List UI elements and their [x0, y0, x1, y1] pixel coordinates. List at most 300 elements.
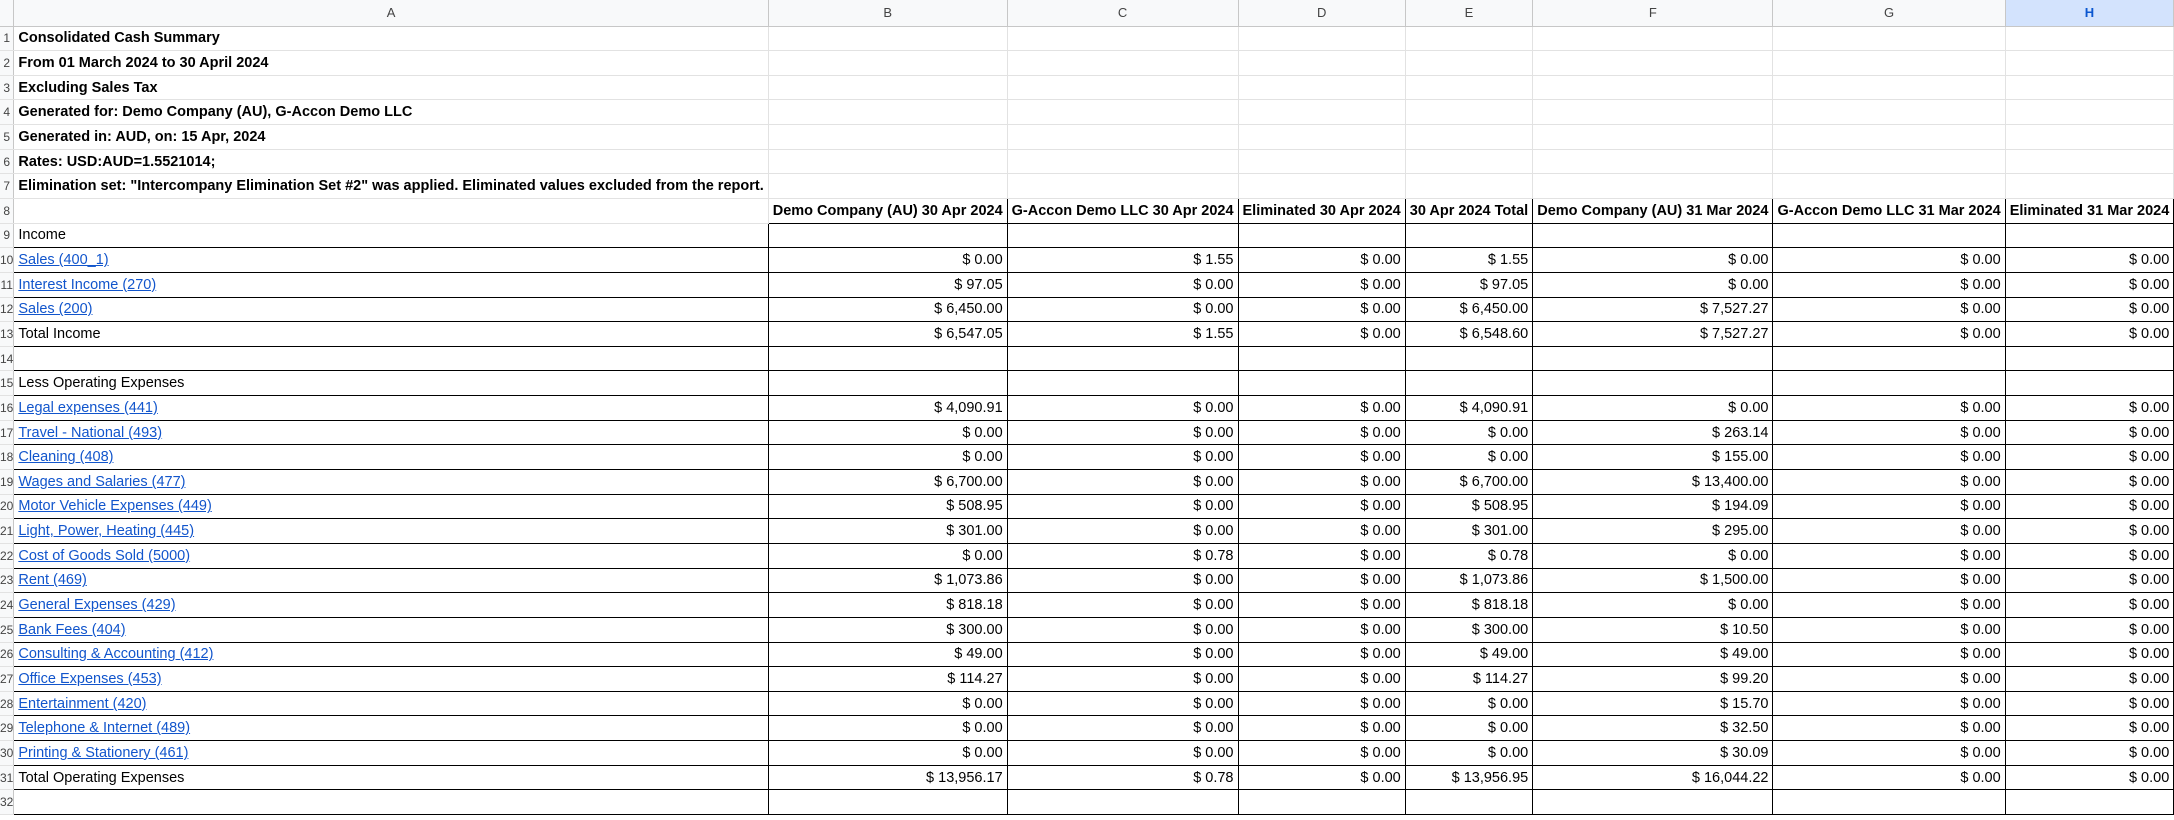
amount-cell[interactable]: $ 0.00: [1238, 248, 1405, 273]
empty-cell[interactable]: [1405, 346, 1532, 371]
column-header-a[interactable]: A: [14, 0, 768, 26]
amount-cell[interactable]: $ 114.27: [1405, 667, 1532, 692]
empty-cell[interactable]: [2005, 174, 2174, 199]
amount-cell[interactable]: $ 0.00: [1007, 741, 1238, 766]
amount-cell[interactable]: $ 0.00: [768, 543, 1007, 568]
amount-cell[interactable]: $ 818.18: [768, 593, 1007, 618]
row-header[interactable]: 15: [0, 371, 14, 396]
amount-cell[interactable]: $ 0.00: [768, 716, 1007, 741]
amount-cell[interactable]: $ 0.00: [2005, 568, 2174, 593]
row-header[interactable]: 17: [0, 420, 14, 445]
amount-cell[interactable]: $ 300.00: [1405, 617, 1532, 642]
empty-cell[interactable]: [1405, 174, 1532, 199]
empty-cell[interactable]: [1007, 51, 1238, 76]
empty-cell[interactable]: [768, 790, 1007, 815]
amount-cell[interactable]: $ 0.00: [1007, 420, 1238, 445]
column-header-f[interactable]: F: [1533, 0, 1773, 26]
account-link[interactable]: Entertainment (420): [18, 695, 147, 712]
row-header[interactable]: 32: [0, 790, 14, 815]
amount-cell[interactable]: $ 32.50: [1533, 716, 1773, 741]
amount-cell[interactable]: $ 0.00: [2005, 470, 2174, 495]
report-header-line[interactable]: Generated for: Demo Company (AU), G-Accon Demo LLC: [14, 100, 768, 125]
amount-cell[interactable]: $ 0.00: [768, 691, 1007, 716]
account-cell[interactable]: [14, 741, 768, 766]
amount-cell[interactable]: $ 4,090.91: [1405, 396, 1532, 421]
account-cell[interactable]: [14, 272, 768, 297]
amount-cell[interactable]: $ 0.00: [1238, 494, 1405, 519]
amount-cell[interactable]: $ 0.00: [1238, 568, 1405, 593]
amount-cell[interactable]: $ 49.00: [1533, 642, 1773, 667]
amount-cell[interactable]: $ 194.09: [1533, 494, 1773, 519]
amount-cell[interactable]: $ 30.09: [1533, 741, 1773, 766]
amount-cell[interactable]: $ 7,527.27: [1533, 297, 1773, 322]
amount-cell[interactable]: $ 0.00: [1238, 691, 1405, 716]
empty-cell[interactable]: [1405, 51, 1532, 76]
amount-cell[interactable]: $ 0.00: [2005, 691, 2174, 716]
amount-cell[interactable]: $ 1,073.86: [1405, 568, 1532, 593]
account-cell[interactable]: [14, 445, 768, 470]
amount-cell[interactable]: $ 0.00: [2005, 765, 2174, 790]
amount-cell[interactable]: $ 0.00: [1773, 272, 2005, 297]
amount-cell[interactable]: $ 0.00: [1007, 691, 1238, 716]
account-cell[interactable]: [14, 248, 768, 273]
empty-cell[interactable]: [1007, 174, 1238, 199]
account-cell[interactable]: [14, 297, 768, 322]
account-cell[interactable]: [14, 716, 768, 741]
amount-cell[interactable]: $ 0.78: [1405, 543, 1532, 568]
empty-cell[interactable]: [1238, 174, 1405, 199]
empty-cell[interactable]: [1533, 790, 1773, 815]
column-header-h[interactable]: H: [2005, 0, 2174, 26]
amount-cell[interactable]: $ 97.05: [1405, 272, 1532, 297]
amount-cell[interactable]: $ 0.00: [1773, 716, 2005, 741]
account-link[interactable]: Cost of Goods Sold (5000): [18, 547, 191, 564]
account-cell[interactable]: [14, 568, 768, 593]
amount-cell[interactable]: $ 0.00: [1007, 667, 1238, 692]
empty-cell[interactable]: [2005, 75, 2174, 100]
account-cell[interactable]: [14, 346, 768, 371]
row-header[interactable]: 7: [0, 174, 14, 199]
row-header[interactable]: 29: [0, 716, 14, 741]
amount-cell[interactable]: $ 0.00: [768, 741, 1007, 766]
amount-cell[interactable]: $ 0.00: [1238, 322, 1405, 347]
amount-cell[interactable]: $ 0.00: [1238, 543, 1405, 568]
empty-cell[interactable]: [1238, 346, 1405, 371]
amount-cell[interactable]: $ 6,700.00: [768, 470, 1007, 495]
amount-cell[interactable]: $ 0.00: [1007, 617, 1238, 642]
amount-cell[interactable]: $ 0.00: [1405, 420, 1532, 445]
row-header[interactable]: 4: [0, 100, 14, 125]
empty-cell[interactable]: [1533, 174, 1773, 199]
amount-cell[interactable]: $ 0.00: [1533, 272, 1773, 297]
amount-cell[interactable]: $ 1.55: [1007, 248, 1238, 273]
empty-cell[interactable]: [2005, 125, 2174, 150]
amount-cell[interactable]: $ 0.00: [1007, 716, 1238, 741]
account-cell[interactable]: [14, 322, 768, 347]
empty-cell[interactable]: [768, 125, 1007, 150]
amount-cell[interactable]: $ 0.00: [1238, 396, 1405, 421]
amount-cell[interactable]: $ 0.00: [1007, 396, 1238, 421]
amount-cell[interactable]: $ 0.00: [2005, 396, 2174, 421]
empty-cell[interactable]: [1238, 51, 1405, 76]
amount-cell[interactable]: $ 0.00: [1007, 642, 1238, 667]
row-header[interactable]: 28: [0, 691, 14, 716]
amount-cell[interactable]: $ 0.00: [768, 445, 1007, 470]
account-cell[interactable]: [14, 223, 768, 248]
amount-cell[interactable]: $ 0.00: [1773, 617, 2005, 642]
amount-cell[interactable]: $ 0.00: [2005, 494, 2174, 519]
account-cell[interactable]: [14, 396, 768, 421]
amount-cell[interactable]: $ 0.00: [2005, 445, 2174, 470]
account-link[interactable]: Printing & Stationery (461): [18, 744, 189, 761]
report-header-line[interactable]: From 01 March 2024 to 30 April 2024: [14, 51, 768, 76]
empty-cell[interactable]: [768, 371, 1007, 396]
account-cell[interactable]: [14, 494, 768, 519]
account-cell[interactable]: [14, 543, 768, 568]
account-cell[interactable]: [14, 519, 768, 544]
empty-cell[interactable]: [1773, 100, 2005, 125]
amount-cell[interactable]: $ 13,956.95: [1405, 765, 1532, 790]
amount-cell[interactable]: $ 0.00: [2005, 593, 2174, 618]
empty-cell[interactable]: [1405, 149, 1532, 174]
amount-cell[interactable]: $ 0.00: [1773, 494, 2005, 519]
amount-cell[interactable]: $ 6,450.00: [768, 297, 1007, 322]
amount-cell[interactable]: $ 0.78: [1007, 765, 1238, 790]
table-column-title[interactable]: Demo Company (AU) 31 Mar 2024: [1533, 198, 1773, 223]
empty-cell[interactable]: [1533, 26, 1773, 51]
empty-cell[interactable]: [1533, 346, 1773, 371]
amount-cell[interactable]: $ 508.95: [768, 494, 1007, 519]
empty-cell[interactable]: [1007, 75, 1238, 100]
empty-cell[interactable]: [768, 149, 1007, 174]
empty-cell[interactable]: [768, 346, 1007, 371]
row-header[interactable]: 12: [0, 297, 14, 322]
table-column-title[interactable]: Eliminated 30 Apr 2024: [1238, 198, 1405, 223]
amount-cell[interactable]: $ 508.95: [1405, 494, 1532, 519]
empty-cell[interactable]: [1405, 125, 1532, 150]
empty-cell[interactable]: [1773, 125, 2005, 150]
column-header-d[interactable]: D: [1238, 0, 1405, 26]
empty-cell[interactable]: [1007, 149, 1238, 174]
amount-cell[interactable]: $ 0.00: [1238, 642, 1405, 667]
amount-cell[interactable]: $ 155.00: [1533, 445, 1773, 470]
empty-cell[interactable]: [1238, 149, 1405, 174]
account-link[interactable]: General Expenses (429): [18, 597, 176, 614]
row-header[interactable]: 20: [0, 494, 14, 519]
amount-cell[interactable]: $ 16,044.22: [1533, 765, 1773, 790]
empty-cell[interactable]: [2005, 51, 2174, 76]
account-link[interactable]: Interest Income (270): [18, 276, 157, 293]
empty-cell[interactable]: [1007, 100, 1238, 125]
empty-cell[interactable]: [1007, 790, 1238, 815]
row-header[interactable]: 11: [0, 272, 14, 297]
amount-cell[interactable]: $ 0.00: [2005, 543, 2174, 568]
row-header[interactable]: 22: [0, 543, 14, 568]
row-header[interactable]: 19: [0, 470, 14, 495]
empty-cell[interactable]: [1773, 790, 2005, 815]
account-cell[interactable]: [14, 642, 768, 667]
amount-cell[interactable]: $ 0.00: [1238, 617, 1405, 642]
row-header[interactable]: 25: [0, 617, 14, 642]
amount-cell[interactable]: $ 0.00: [1405, 716, 1532, 741]
amount-cell[interactable]: $ 263.14: [1533, 420, 1773, 445]
amount-cell[interactable]: $ 1.55: [1405, 248, 1532, 273]
empty-cell[interactable]: [1773, 75, 2005, 100]
amount-cell[interactable]: $ 0.00: [1773, 297, 2005, 322]
amount-cell[interactable]: $ 0.00: [1773, 322, 2005, 347]
amount-cell[interactable]: $ 0.00: [1405, 691, 1532, 716]
account-link[interactable]: Sales (400_1): [18, 252, 109, 269]
amount-cell[interactable]: $ 300.00: [768, 617, 1007, 642]
amount-cell[interactable]: $ 0.00: [768, 420, 1007, 445]
amount-cell[interactable]: $ 1.55: [1007, 322, 1238, 347]
row-header[interactable]: 27: [0, 667, 14, 692]
account-cell[interactable]: [14, 691, 768, 716]
amount-cell[interactable]: $ 301.00: [1405, 519, 1532, 544]
empty-cell[interactable]: [2005, 371, 2174, 396]
account-cell[interactable]: [14, 765, 768, 790]
row-header[interactable]: 26: [0, 642, 14, 667]
amount-cell[interactable]: $ 0.00: [1773, 741, 2005, 766]
row-header[interactable]: 24: [0, 593, 14, 618]
amount-cell[interactable]: $ 0.00: [2005, 420, 2174, 445]
amount-cell[interactable]: $ 0.00: [1238, 593, 1405, 618]
amount-cell[interactable]: $ 0.00: [1773, 691, 2005, 716]
empty-cell[interactable]: [1533, 75, 1773, 100]
amount-cell[interactable]: $ 818.18: [1405, 593, 1532, 618]
amount-cell[interactable]: $ 0.00: [2005, 248, 2174, 273]
amount-cell[interactable]: $ 0.00: [1238, 272, 1405, 297]
table-column-title[interactable]: G-Accon Demo LLC 31 Mar 2024: [1773, 198, 2005, 223]
empty-cell[interactable]: [1405, 100, 1532, 125]
empty-cell[interactable]: [1405, 790, 1532, 815]
amount-cell[interactable]: $ 0.00: [2005, 741, 2174, 766]
report-header-line[interactable]: Excluding Sales Tax: [14, 75, 768, 100]
account-cell[interactable]: [14, 617, 768, 642]
amount-cell[interactable]: $ 295.00: [1533, 519, 1773, 544]
empty-cell[interactable]: [1007, 346, 1238, 371]
row-header[interactable]: 21: [0, 519, 14, 544]
empty-cell[interactable]: [1007, 371, 1238, 396]
empty-cell[interactable]: [768, 174, 1007, 199]
account-link[interactable]: Wages and Salaries (477): [18, 473, 186, 490]
empty-cell[interactable]: [1533, 51, 1773, 76]
amount-cell[interactable]: $ 0.00: [1007, 445, 1238, 470]
amount-cell[interactable]: $ 0.00: [2005, 716, 2174, 741]
amount-cell[interactable]: $ 0.00: [1007, 470, 1238, 495]
empty-cell[interactable]: [1405, 75, 1532, 100]
empty-cell[interactable]: [1007, 223, 1238, 248]
account-cell[interactable]: [14, 667, 768, 692]
amount-cell[interactable]: $ 0.00: [1238, 420, 1405, 445]
amount-cell[interactable]: $ 97.05: [768, 272, 1007, 297]
amount-cell[interactable]: $ 15.70: [1533, 691, 1773, 716]
amount-cell[interactable]: $ 0.00: [1238, 667, 1405, 692]
amount-cell[interactable]: $ 6,700.00: [1405, 470, 1532, 495]
amount-cell[interactable]: $ 13,956.17: [768, 765, 1007, 790]
empty-cell[interactable]: [1533, 125, 1773, 150]
amount-cell[interactable]: $ 0.00: [2005, 667, 2174, 692]
account-link[interactable]: Consulting & Accounting (412): [18, 646, 214, 663]
report-header-line[interactable]: Elimination set: "Intercompany Elimination Set #2" was applied. Eliminated values excluded from the report.: [14, 174, 768, 199]
empty-cell[interactable]: [768, 223, 1007, 248]
empty-cell[interactable]: [1773, 346, 2005, 371]
amount-cell[interactable]: $ 0.00: [1238, 297, 1405, 322]
empty-cell[interactable]: [1773, 174, 2005, 199]
amount-cell[interactable]: $ 0.00: [1773, 445, 2005, 470]
amount-cell[interactable]: $ 0.00: [1773, 543, 2005, 568]
account-cell[interactable]: [14, 790, 768, 815]
row-header[interactable]: 9: [0, 223, 14, 248]
row-header[interactable]: 5: [0, 125, 14, 150]
amount-cell[interactable]: $ 99.20: [1533, 667, 1773, 692]
empty-cell[interactable]: [2005, 346, 2174, 371]
empty-cell[interactable]: [768, 75, 1007, 100]
amount-cell[interactable]: $ 0.00: [2005, 519, 2174, 544]
amount-cell[interactable]: $ 0.00: [1238, 716, 1405, 741]
row-header[interactable]: 23: [0, 568, 14, 593]
empty-cell[interactable]: [1007, 125, 1238, 150]
empty-cell[interactable]: [1238, 75, 1405, 100]
amount-cell[interactable]: $ 0.00: [1773, 765, 2005, 790]
empty-cell[interactable]: [2005, 149, 2174, 174]
amount-cell[interactable]: $ 0.00: [1533, 396, 1773, 421]
table-column-title[interactable]: G-Accon Demo LLC 30 Apr 2024: [1007, 198, 1238, 223]
empty-cell[interactable]: [2005, 26, 2174, 51]
amount-cell[interactable]: $ 4,090.91: [768, 396, 1007, 421]
column-header-b[interactable]: B: [768, 0, 1007, 26]
empty-cell[interactable]: [1238, 100, 1405, 125]
empty-cell[interactable]: [1533, 149, 1773, 174]
amount-cell[interactable]: $ 0.00: [1238, 741, 1405, 766]
row-header[interactable]: 16: [0, 396, 14, 421]
amount-cell[interactable]: $ 0.00: [2005, 642, 2174, 667]
account-cell[interactable]: [14, 420, 768, 445]
amount-cell[interactable]: $ 114.27: [768, 667, 1007, 692]
account-link[interactable]: Motor Vehicle Expenses (449): [18, 498, 212, 515]
empty-cell[interactable]: [768, 51, 1007, 76]
amount-cell[interactable]: $ 1,073.86: [768, 568, 1007, 593]
amount-cell[interactable]: $ 0.00: [1773, 420, 2005, 445]
amount-cell[interactable]: $ 49.00: [1405, 642, 1532, 667]
amount-cell[interactable]: $ 0.00: [768, 248, 1007, 273]
empty-cell[interactable]: [1773, 26, 2005, 51]
amount-cell[interactable]: $ 13,400.00: [1533, 470, 1773, 495]
empty-cell[interactable]: [1773, 223, 2005, 248]
amount-cell[interactable]: $ 6,548.60: [1405, 322, 1532, 347]
amount-cell[interactable]: $ 0.00: [1533, 543, 1773, 568]
account-link[interactable]: Sales (200): [18, 301, 93, 318]
empty-cell[interactable]: [1773, 149, 2005, 174]
amount-cell[interactable]: $ 0.00: [1238, 445, 1405, 470]
empty-cell[interactable]: [1238, 125, 1405, 150]
empty-cell[interactable]: [1405, 223, 1532, 248]
select-all-corner[interactable]: [0, 0, 14, 26]
empty-cell[interactable]: [1238, 26, 1405, 51]
amount-cell[interactable]: $ 1,500.00: [1533, 568, 1773, 593]
amount-cell[interactable]: $ 0.00: [1007, 272, 1238, 297]
empty-cell[interactable]: [1773, 51, 2005, 76]
amount-cell[interactable]: $ 0.00: [2005, 297, 2174, 322]
empty-cell[interactable]: [2005, 790, 2174, 815]
amount-cell[interactable]: $ 0.00: [1007, 297, 1238, 322]
amount-cell[interactable]: $ 0.00: [1773, 593, 2005, 618]
amount-cell[interactable]: $ 0.00: [1405, 445, 1532, 470]
column-header-g[interactable]: G: [1773, 0, 2005, 26]
empty-cell[interactable]: [1238, 371, 1405, 396]
account-link[interactable]: Bank Fees (404): [18, 621, 126, 638]
amount-cell[interactable]: $ 0.00: [1238, 765, 1405, 790]
empty-cell[interactable]: [1405, 371, 1532, 396]
empty-cell[interactable]: [1773, 371, 2005, 396]
empty-cell[interactable]: [2005, 100, 2174, 125]
account-link[interactable]: Travel - National (493): [18, 424, 163, 441]
row-header[interactable]: 18: [0, 445, 14, 470]
amount-cell[interactable]: $ 0.00: [1238, 519, 1405, 544]
amount-cell[interactable]: $ 0.00: [1533, 248, 1773, 273]
empty-cell[interactable]: [2005, 223, 2174, 248]
empty-cell[interactable]: [14, 198, 768, 223]
column-header-e[interactable]: E: [1405, 0, 1532, 26]
row-header[interactable]: 1: [0, 26, 14, 51]
account-cell[interactable]: [14, 470, 768, 495]
account-link[interactable]: Rent (469): [18, 572, 87, 589]
row-header[interactable]: 10: [0, 248, 14, 273]
empty-cell[interactable]: [1405, 26, 1532, 51]
empty-cell[interactable]: [1533, 371, 1773, 396]
row-header[interactable]: 14: [0, 346, 14, 371]
account-cell[interactable]: [14, 593, 768, 618]
amount-cell[interactable]: $ 0.00: [2005, 617, 2174, 642]
report-header-line[interactable]: Consolidated Cash Summary: [14, 26, 768, 51]
amount-cell[interactable]: $ 0.00: [1773, 667, 2005, 692]
row-header[interactable]: 3: [0, 75, 14, 100]
amount-cell[interactable]: $ 0.00: [1405, 741, 1532, 766]
account-cell[interactable]: [14, 371, 768, 396]
report-header-line[interactable]: Generated in: AUD, on: 15 Apr, 2024: [14, 125, 768, 150]
account-link[interactable]: Light, Power, Heating (445): [18, 523, 195, 540]
amount-cell[interactable]: $ 0.00: [1773, 519, 2005, 544]
table-column-title[interactable]: 30 Apr 2024 Total: [1405, 198, 1532, 223]
account-link[interactable]: Legal expenses (441): [18, 399, 158, 416]
row-header[interactable]: 2: [0, 51, 14, 76]
amount-cell[interactable]: $ 0.00: [1773, 642, 2005, 667]
amount-cell[interactable]: $ 0.78: [1007, 543, 1238, 568]
amount-cell[interactable]: $ 6,450.00: [1405, 297, 1532, 322]
amount-cell[interactable]: $ 0.00: [1773, 568, 2005, 593]
row-header[interactable]: 8: [0, 198, 14, 223]
row-header[interactable]: 30: [0, 741, 14, 766]
amount-cell[interactable]: $ 0.00: [1007, 568, 1238, 593]
amount-cell[interactable]: $ 10.50: [1533, 617, 1773, 642]
account-link[interactable]: Cleaning (408): [18, 449, 114, 466]
amount-cell[interactable]: $ 0.00: [2005, 272, 2174, 297]
empty-cell[interactable]: [1238, 790, 1405, 815]
amount-cell[interactable]: $ 7,527.27: [1533, 322, 1773, 347]
empty-cell[interactable]: [1238, 223, 1405, 248]
account-link[interactable]: Telephone & Internet (489): [18, 720, 191, 737]
empty-cell[interactable]: [1007, 26, 1238, 51]
row-header[interactable]: 31: [0, 765, 14, 790]
amount-cell[interactable]: $ 0.00: [1238, 470, 1405, 495]
amount-cell[interactable]: $ 0.00: [2005, 322, 2174, 347]
amount-cell[interactable]: $ 0.00: [1533, 593, 1773, 618]
empty-cell[interactable]: [768, 26, 1007, 51]
table-column-title[interactable]: Demo Company (AU) 30 Apr 2024: [768, 198, 1007, 223]
amount-cell[interactable]: $ 0.00: [1773, 248, 2005, 273]
amount-cell[interactable]: $ 0.00: [1773, 396, 2005, 421]
empty-cell[interactable]: [1533, 223, 1773, 248]
